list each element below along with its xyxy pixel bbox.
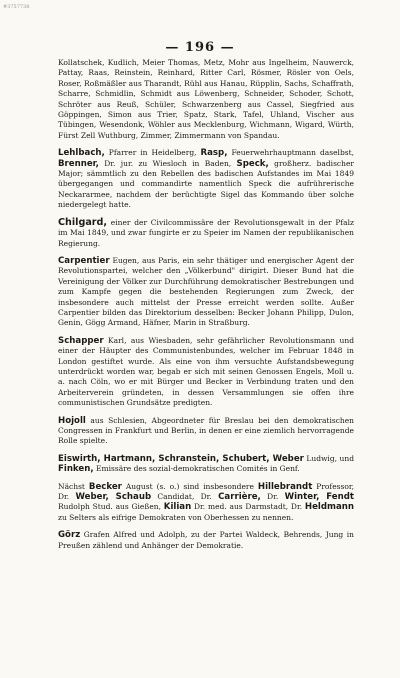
name-finken: Finken, xyxy=(58,464,94,475)
name-kilian: Kilian xyxy=(163,502,192,513)
paragraph-lehlbach: Lehlbach, Pfarrer in Heidelberg, Rasp, Feuerwehrhauptmann daselbst, Brenner, Dr. jur. zu Wiesloch in Baden, Speck, großherz. badischer Major; sämmtlich zu den Rebellen des badischen Aufstandes im Mai 1849 übergegangen und commandirte namentlich Speck die aufrührerische Neckararmee, nachdem der berüchtigte Sigel das Kommando über solche niedergelegt hatte. xyxy=(58,148,355,210)
name-rasp: Rasp, xyxy=(200,148,228,159)
name-carpentier: Carpentier xyxy=(58,255,110,266)
catalog-mark: #3757738 xyxy=(3,4,30,10)
name-winter-fendt: Winter, Fendt xyxy=(284,492,354,503)
paragraph-goerz: Görz Grafen Alfred und Adolph, zu der Partei Waldeck, Behrends, Jung in Preußen zählend und Anhänger der Demokratie. xyxy=(58,530,354,550)
name-carriere: Carrière, xyxy=(218,492,261,503)
name-brenner: Brenner, xyxy=(58,158,99,169)
page-number-header: — 196 — xyxy=(165,40,235,55)
name-lehlbach: Lehlbach, xyxy=(58,148,105,159)
name-schapper: Schapper xyxy=(58,335,104,346)
name-heldmann: Heldmann xyxy=(304,502,354,513)
paragraph-carpentier: Carpentier Eugen, aus Paris, ein sehr thätiger und energischer Agent der Revolutionspartei, welcher den „Völkerbund" dirigirt. Dieser Bund hat die Vereinigung der Völker zur Durchführung demokratischer Bestrebungen und zum Kampfe gegen die bestehenden Regierungen zum Zweck, der insbesondere auch mittelst der Presse erreicht werden sollte. Außer Carpentier bilden das Direktorium desselben: Becker Johann Philipp, Dulon, Genin, Gögg Armand, Häfner, Marin in Straßburg. xyxy=(58,255,354,328)
paragraph-names-list: Kollatschek, Kudlich, Meier Thomas, Metz, Mohr aus Ingelheim, Nauwerck, Pattay, Raas, Reinstein, Reinhard, Ritter Carl, Rösmer, Rösler von Oels, Roser, Roßmäßler aus Tharandt, Rühl aus Hanau, Rüpplin, Sachs, Schaffrath, Scharre, Schmidlin, Schmidt aus Löwenberg, Schneider, Schoder, Schott, Schröter aus Reuß, Schüler, Schwarzenberg aus Cassel, Siegfried aus Göppingen, Simon aus Trier, Spatz, Stark, Tafel, Uhland, Vischer aus Tübingen, Wesendonk, Wöhler aus Mecklenburg, Wichmann, Wigard, Würth, Fürst Zell Wuthburg, Zimmer, Zimmermann von Spandau. xyxy=(58,58,354,140)
paragraph-becker: Nächst Becker August (s. o.) sind insbesondere Hillebrandt Professor, Dr. Weber, Schaub Candidat, Dr. Carrière, Dr. Winter, Fendt Rudolph Stud. aus Gießen, Kilian Dr. med. aus Darmstadt, Dr. Heldmann zu Selters als eifrige Demokraten von Oberhessen zu nennen. xyxy=(58,481,355,522)
text-body xyxy=(58,58,354,558)
paragraph-eiswirth: Eiswirth, Hartmann, Schranstein, Schubert, Weber Ludwig, und Finken, Emissäre des sozial-demokratischen Comités in Genf. xyxy=(58,453,354,475)
name-hojoll: Hojoll xyxy=(58,415,86,426)
name-chilgard: Chilgard, xyxy=(58,216,108,228)
name-speck: Speck, xyxy=(236,158,269,169)
paragraph-hojoll: Hojoll aus Schlesien, Abgeordneter für Breslau bei den demokratischen Congressen in Frankfurt und Berlin, in denen er eine ziemlich hervorragende Rolle spielte. xyxy=(58,415,354,446)
paragraph-chilgard: Chilgard, einer der Civilcommissäre der Revolutionsgewalt in der Pfalz im Mai 1849, und zwar fungirte er zu Speier im Namen der republikanischen Regierung. xyxy=(58,216,354,248)
name-weber-schaub: Weber, Schaub xyxy=(75,492,152,503)
name-goerz: Görz xyxy=(58,530,81,541)
names-eiswirth-group: Eiswirth, Hartmann, Schranstein, Schubert, Weber xyxy=(58,453,304,464)
paragraph-schapper: Schapper Karl, aus Wiesbaden, sehr gefährlicher Revolutionsmann und einer der Häupter des Communistenbundes, welcher im Februar 1848 in London gestiftet wurde. Als eine von ihm versuchte Aufstandsbewegung unterdrückt worden war, begab er sich mit seinen Genossen Engels, Moll u. a. nach Cöln, wo er mit Bürger und Becker in Verbindung traten und den Arbeiterverein gründeten, in dessen Versammlungen sie offen ihre communistischen Grundsätze predigten. xyxy=(58,335,354,408)
name-becker: Becker xyxy=(88,481,122,492)
name-hillebrandt: Hillebrandt xyxy=(257,481,313,492)
